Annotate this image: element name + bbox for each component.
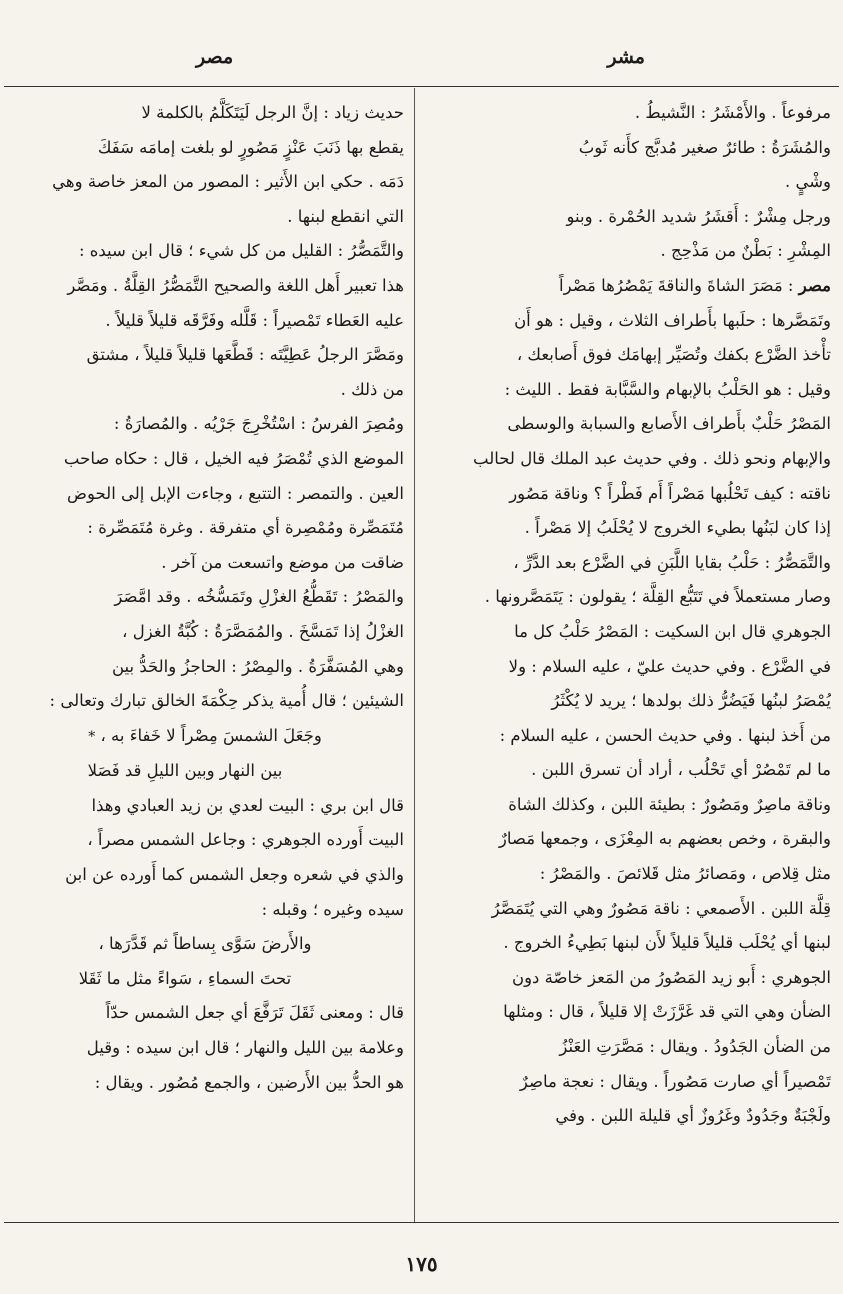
text-line: من أَخذ لبنها . وفي حديث الحسن ، عليه السلام :: [499, 725, 831, 745]
text-line: يقطع بها ذَنَبَ عَنْزٍ مَصُورٍ لو بلغت إمامَه سَفَكَ: [97, 137, 404, 157]
text-line: والمَصْرُ : تَقَطُّعُ الغزْلِ وتَمَسُّخُه . وقد امَّصَرَ: [114, 587, 404, 607]
verse-line: بين النهار وبين الليلِ قد فَصَلا: [87, 761, 283, 781]
text-line: الشيئين ؛ قال أُمية يذكر حِكْمَةَ الخالق تبارك وتعالى :: [49, 691, 404, 711]
left-column-headword: مصر: [196, 46, 234, 68]
text-line: إذا كان لبَنُها بطيء الخروج لا يُحْلَبُ إلا مَصْراً .: [524, 518, 831, 538]
text-line: تَمْصيراً أي صارت مَصُوراً . ويقال : نعجة ماصِرٌ: [519, 1071, 831, 1091]
text-line: وعلامة بين الليل والنهار ؛ قال ابن سيده : وقيل: [86, 1038, 404, 1058]
text-line: والتَّمَصُّرُ : القليل من كل شيء ؛ قال ابن سيده :: [78, 241, 404, 261]
text-line: وصار مستعملاً في تَتَبُّع القِلَّة ؛ يقولون : يَتَمَصَّرونها .: [484, 587, 831, 607]
text-line: الجوهري : أَبو زيد المَصُورُ من المَعز خاصّة دون: [511, 967, 831, 987]
entry-headword: مصر: [798, 275, 831, 295]
text-line: الضأن وهي التي قد غَرَّزَتْ إلا قليلاً ، قال : ومثلها: [503, 1002, 831, 1022]
right-column-headword: مشر: [607, 46, 645, 68]
text-line: مثل قِلاص ، ومَصائرُ مثل قَلائصَ . والمَصْرُ :: [539, 864, 831, 884]
text-line: مُتَمَصِّرة ومُمْصِرة أي متفرقة . وغرة مُتَمَصِّرة :: [87, 518, 404, 538]
text-line: والذي في شعره وجعل الشمس كما أَورده عن ابن: [65, 865, 404, 885]
text-line: دَمَه . حكي ابن الأَثير : المصور من المعز خاصة وهي: [52, 172, 404, 192]
text-line: قال ابن بري : البيت لعدي بن زيد العبادي وهذا: [91, 795, 404, 815]
text-line: هو الحدُّ بين الأَرضين ، والجمع مُصُور . ويقال :: [94, 1072, 404, 1092]
text-line: يُمْصَرُ لبنُها فَيَضُرُّ ذلك بولدها ؛ يريد لا يُكْثَرُ: [551, 691, 831, 711]
text-line: ناقته : كيف تَحْلُبها مَصْراً أَم فَطْراً ؟ وناقة مَصُور: [509, 483, 831, 503]
text-line: لبنها أي يُحْلَب قليلاً قليلاً لأَن لبنها بَطِيءُ الخروج .: [503, 933, 831, 953]
left-column: [6, 96, 404, 1218]
verse-star: *: [88, 728, 96, 745]
text-line: قِلَّة اللبن . الأَصمعي : ناقة مَصُورٌ وهي التي يُتَمَصَّرُ: [491, 898, 831, 918]
top-rule: [4, 86, 839, 87]
text-line: ما لم تَمْصُرْ أي تَحْلُب ، أراد أن تسرق اللبن .: [531, 760, 831, 780]
entry-text: : مَصَرَ الشاةَ والناقةَ يَمْصُرُها مَصْراً: [559, 275, 794, 295]
verse-line: تحتَ السماءِ ، سَواءً مثل ما ثَقَلا: [78, 968, 292, 988]
page-number: ١٧٥: [405, 1252, 438, 1276]
text-line: المِشْرِ : بَطْنٌ من مَذْحِج .: [660, 241, 831, 261]
verse-line: والأَرضَ سَوَّى بِساطاً ثم قَدَّرَها ،: [98, 934, 312, 954]
text-line: ومَصَّرَ الرجلُ عَطِيَّتَه : قَطَّعَها قليلاً قليلاً ، مشتق: [86, 345, 404, 365]
text-line: الغزْلُ إذا تَمَسَّخَ . والمُمَصَّرَةُ : كُبَّةُ الغزل ،: [122, 621, 404, 641]
text-line: ولَجْبَةٌ وجَدُودٌ وغَرُوزٌ أي قليلة اللبن . وفي: [555, 1106, 831, 1126]
text-line: مرفوعاً . والأَمْشَرُ : النَّشيطُ .: [634, 103, 831, 122]
text-line: سيده وغيره ؛ وقبله :: [261, 899, 404, 919]
text-line: المَصْرُ حَلْبٌ بأَطراف الأَصابع والسبابة والوسطى: [507, 414, 831, 434]
text-line: والتَّمَصُّرُ : حَلْبُ بقايا اللَّبَنِ في الضَّرْع بعد الدَّرِّ ،: [513, 552, 831, 572]
text-line: وتَمَصَّرها : حلَبها بأَطراف الثلاث ، وقيل : هو أَن: [514, 310, 831, 330]
text-line: البيت أَورده الجوهري : وجاعل الشمس مصراً ،: [87, 830, 404, 850]
text-line: والمُشَرَةُ : طائرٌ صغير مُدبَّج كأَنه ثَوبُ: [578, 137, 831, 157]
text-line: تأْخذ الضَّرْع بكفك وتُصَيِّر إبهامَك فوق أَصابعك ،: [516, 345, 831, 365]
text-line: ومُصِرَ الفرسُ : اسْتُخْرِجَ جَرْيُه . والمُصارَةُ :: [113, 414, 404, 434]
text-line: وناقة ماصِرٌ ومَصُورٌ : بطيئة اللبن ، وكذلك الشاة: [508, 794, 831, 814]
text-line: من ذلك .: [340, 379, 404, 399]
text-line: والبقرة ، وخص بعضهم به المِعْزَى ، وجمعها مَصارٌ: [498, 829, 831, 849]
verse-line: [6, 719, 404, 755]
right-column: [439, 96, 831, 1218]
bottom-rule: [4, 1222, 839, 1223]
text-line: عليه العَطاء تَمْصيراً : قَلَّله وفَرَّقَه قليلاً قليلاً .: [105, 310, 404, 330]
verse-hemistich: وجَعَلَ الشمسَ مِصْراً لا خَفاءَ به ،: [100, 725, 322, 745]
text-line: من الضأن الجَدُودُ . ويقال : مَصَّرَتِ العَنْزُ: [559, 1037, 831, 1057]
text-line: ورجل مِشْرٌ : أَقشَرُ شديد الحُمْرة . وبنو: [566, 206, 831, 226]
text-line: هذا تعبير أَهل اللغة والصحيح التَّمَصُّرُ القِلَّةُ . ومَصَّر: [67, 275, 404, 295]
text-line: وهي المُسَفَّرَةُ . والمِصْرُ : الحاجزُ والحَدُّ بين: [111, 656, 404, 676]
text-line: الموضع الذي تُمْصَرُ فيه الخيل ، قال : حكاه صاحب: [63, 448, 404, 468]
text-line: ضاقت من موضع واتسعت من آخر .: [161, 552, 404, 572]
text-line: حديث زياد : إنَّ الرجل لَيَتَكَلَّمُ بالكلمة لا: [141, 103, 404, 122]
text-line: في الضَّرْع . وفي حديث عليّ ، عليه السلام : ولا: [508, 656, 831, 676]
text-line: الجوهري قال ابن السكيت : المَصْرُ حَلْبُ كل ما: [514, 621, 831, 641]
text-line: وشْيٍ .: [784, 172, 831, 192]
entry-first-line: [439, 269, 831, 304]
text-line: قال : ومعنى ثَقَلَ تَرَفَّعَ أي جعل الشمس حدّاً: [105, 1003, 404, 1023]
column-divider: [414, 88, 415, 1222]
text-line: العين . والتمصر : التتبع ، وجاءت الإبل إلى الحوض: [67, 483, 404, 503]
text-line: التي انقطع لبنها .: [287, 206, 404, 226]
text-line: والإبهام ونحو ذلك . وفي حديث عبد الملك قال لحالب: [473, 448, 831, 468]
text-line: وقيل : هو الحَلْبُ بالإبهام والسَّبَّابة فقط . الليث :: [504, 379, 831, 399]
running-header: [0, 40, 843, 80]
